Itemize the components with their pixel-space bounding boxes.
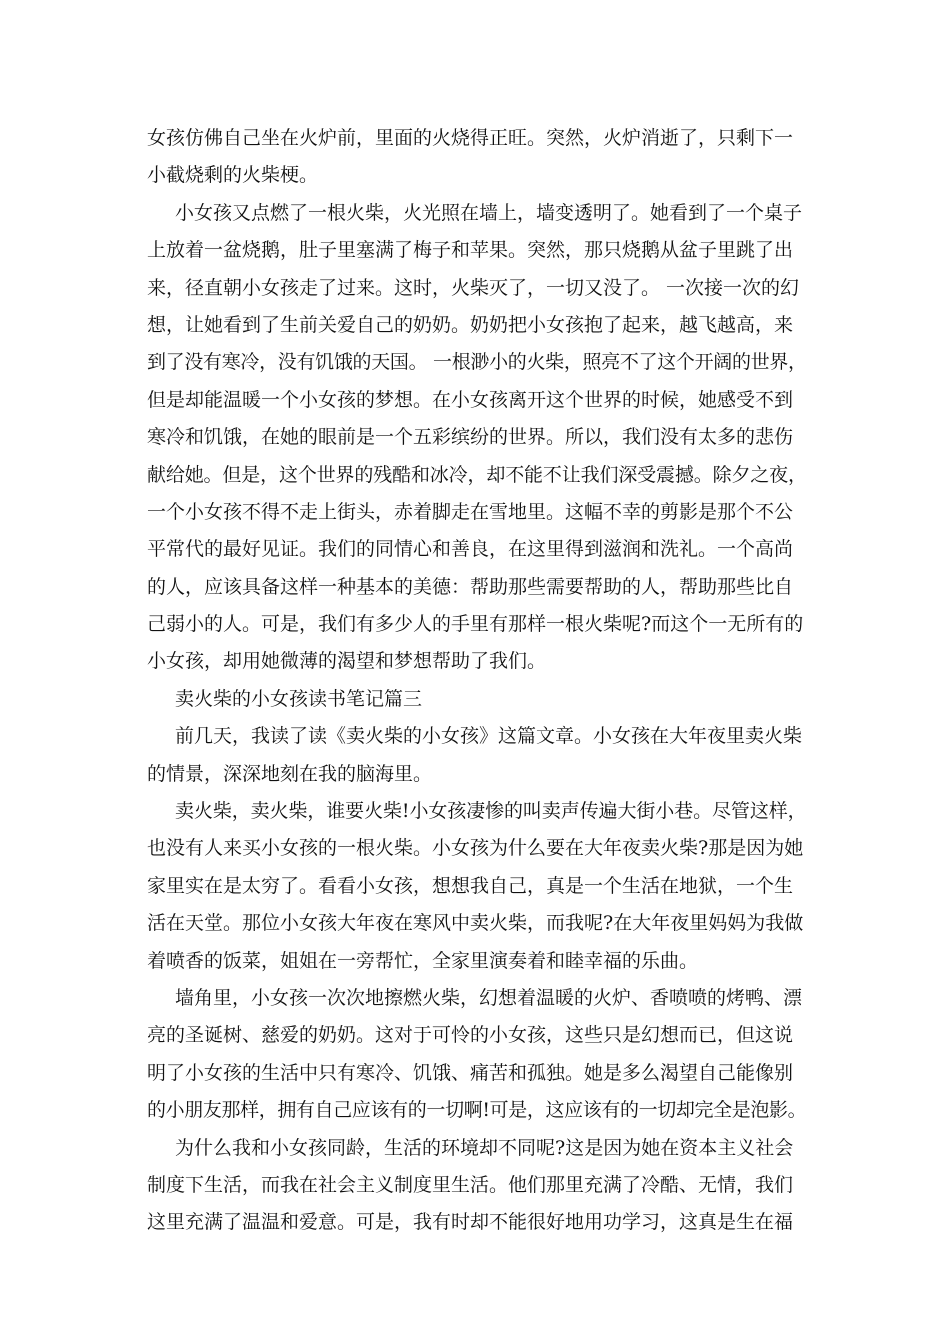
text-line: 也没有人来买小女孩的一根火柴。小女孩为什么要在大年夜卖火柴?那是因为她 bbox=[147, 837, 804, 860]
text-line: 己弱小的人。可是，我们有多少人的手里有那样一根火柴呢?而这个一无所有的 bbox=[147, 613, 804, 636]
text-line: 着喷香的饭菜，姐姐在一旁帮忙，全家里演奏着和睦幸福的乐曲。 bbox=[147, 949, 699, 972]
text-line: 小女孩又点燃了一根火柴，火光照在墙上，墙变透明了。她看到了一个桌子 bbox=[175, 201, 803, 224]
text-line: 想，让她看到了生前关爱自己的奶奶。奶奶把小女孩抱了起来，越飞越高，来 bbox=[147, 313, 794, 336]
text-line: 一个小女孩不得不走上街头，赤着脚走在雪地里。这幅不幸的剪影是那个不公 bbox=[147, 500, 794, 523]
text-line: 家里实在是太穷了。看看小女孩，想想我自己，真是一个生活在地狱，一个生 bbox=[147, 874, 794, 897]
text-line: 墙角里，小女孩一次次地擦燃火柴，幻想着温暖的火炉、香喷喷的烤鸭、漂 bbox=[175, 986, 803, 1009]
text-line: 献给她。但是，这个世界的残酷和冰冷，却不能不让我们深受震撼。除夕之夜， bbox=[147, 463, 807, 486]
text-line: 平常代的最好见证。我们的同情心和善良，在这里得到滋润和洗礼。一个高尚 bbox=[147, 538, 794, 561]
text-line: 活在天堂。那位小女孩大年夜在寒风中卖火柴，而我呢?在大年夜里妈妈为我做 bbox=[147, 912, 804, 935]
text-line: 但是却能温暖一个小女孩的梦想。在小女孩离开这个世界的时候，她感受不到 bbox=[147, 388, 794, 411]
text-line: 小截烧剩的火柴梗。 bbox=[147, 164, 319, 187]
text-line: 寒冷和饥饿，在她的眼前是一个五彩缤纷的世界。所以，我们没有太多的悲伤 bbox=[147, 426, 794, 449]
text-line: 来，径直朝小女孩走了过来。这时，火柴灭了，一切又没了。 一次接一次的幻 bbox=[147, 276, 800, 299]
text-line: 这里充满了温温和爱意。可是，我有时却不能很好地用功学习，这真是生在福 bbox=[147, 1211, 794, 1234]
text-line: 前几天，我读了读《卖火柴的小女孩》这篇文章。小女孩在大年夜里卖火柴 bbox=[175, 725, 803, 748]
text-line: 到了没有寒冷，没有饥饿的天国。 一根渺小的火柴，照亮不了这个开阔的世界， bbox=[147, 351, 807, 374]
text-line: 制度下生活，而我在社会主义制度里生活。他们那里充满了冷酷、无情，我们 bbox=[147, 1173, 794, 1196]
text-line: 亮的圣诞树、慈爱的奶奶。这对于可怜的小女孩，这些只是幻想而已，但这说 bbox=[147, 1024, 794, 1047]
text-line: 卖火柴的小女孩读书笔记篇三 bbox=[175, 687, 423, 710]
text-line: 卖火柴，卖火柴，谁要火柴!小女孩凄惨的叫卖声传遍大街小巷。尽管这样， bbox=[175, 800, 807, 823]
text-line: 明了小女孩的生活中只有寒冷、饥饿、痛苦和孤独。她是多么渴望自己能像别 bbox=[147, 1061, 794, 1084]
text-line: 女孩仿佛自己坐在火炉前，里面的火烧得正旺。突然，火炉消逝了，只剩下一 bbox=[147, 127, 794, 149]
text-line: 为什么我和小女孩同龄，生活的环境却不同呢?这是因为她在资本主义社会 bbox=[175, 1136, 794, 1159]
text-line: 的情景，深深地刻在我的脑海里。 bbox=[147, 762, 433, 785]
text-line: 小女孩，却用她微薄的渴望和梦想帮助了我们。 bbox=[147, 650, 547, 673]
article-body bbox=[147, 120, 807, 1242]
text-line: 的小朋友那样，拥有自己应该有的一切啊!可是，这应该有的一切却完全是泡影。 bbox=[147, 1099, 807, 1122]
text-line: 的人，应该具备这样一种基本的美德：帮助那些需要帮助的人，帮助那些比自 bbox=[147, 575, 794, 598]
text-line: 上放着一盆烧鹅，肚子里塞满了梅子和苹果。突然，那只烧鹅从盆子里跳了出 bbox=[147, 239, 794, 262]
